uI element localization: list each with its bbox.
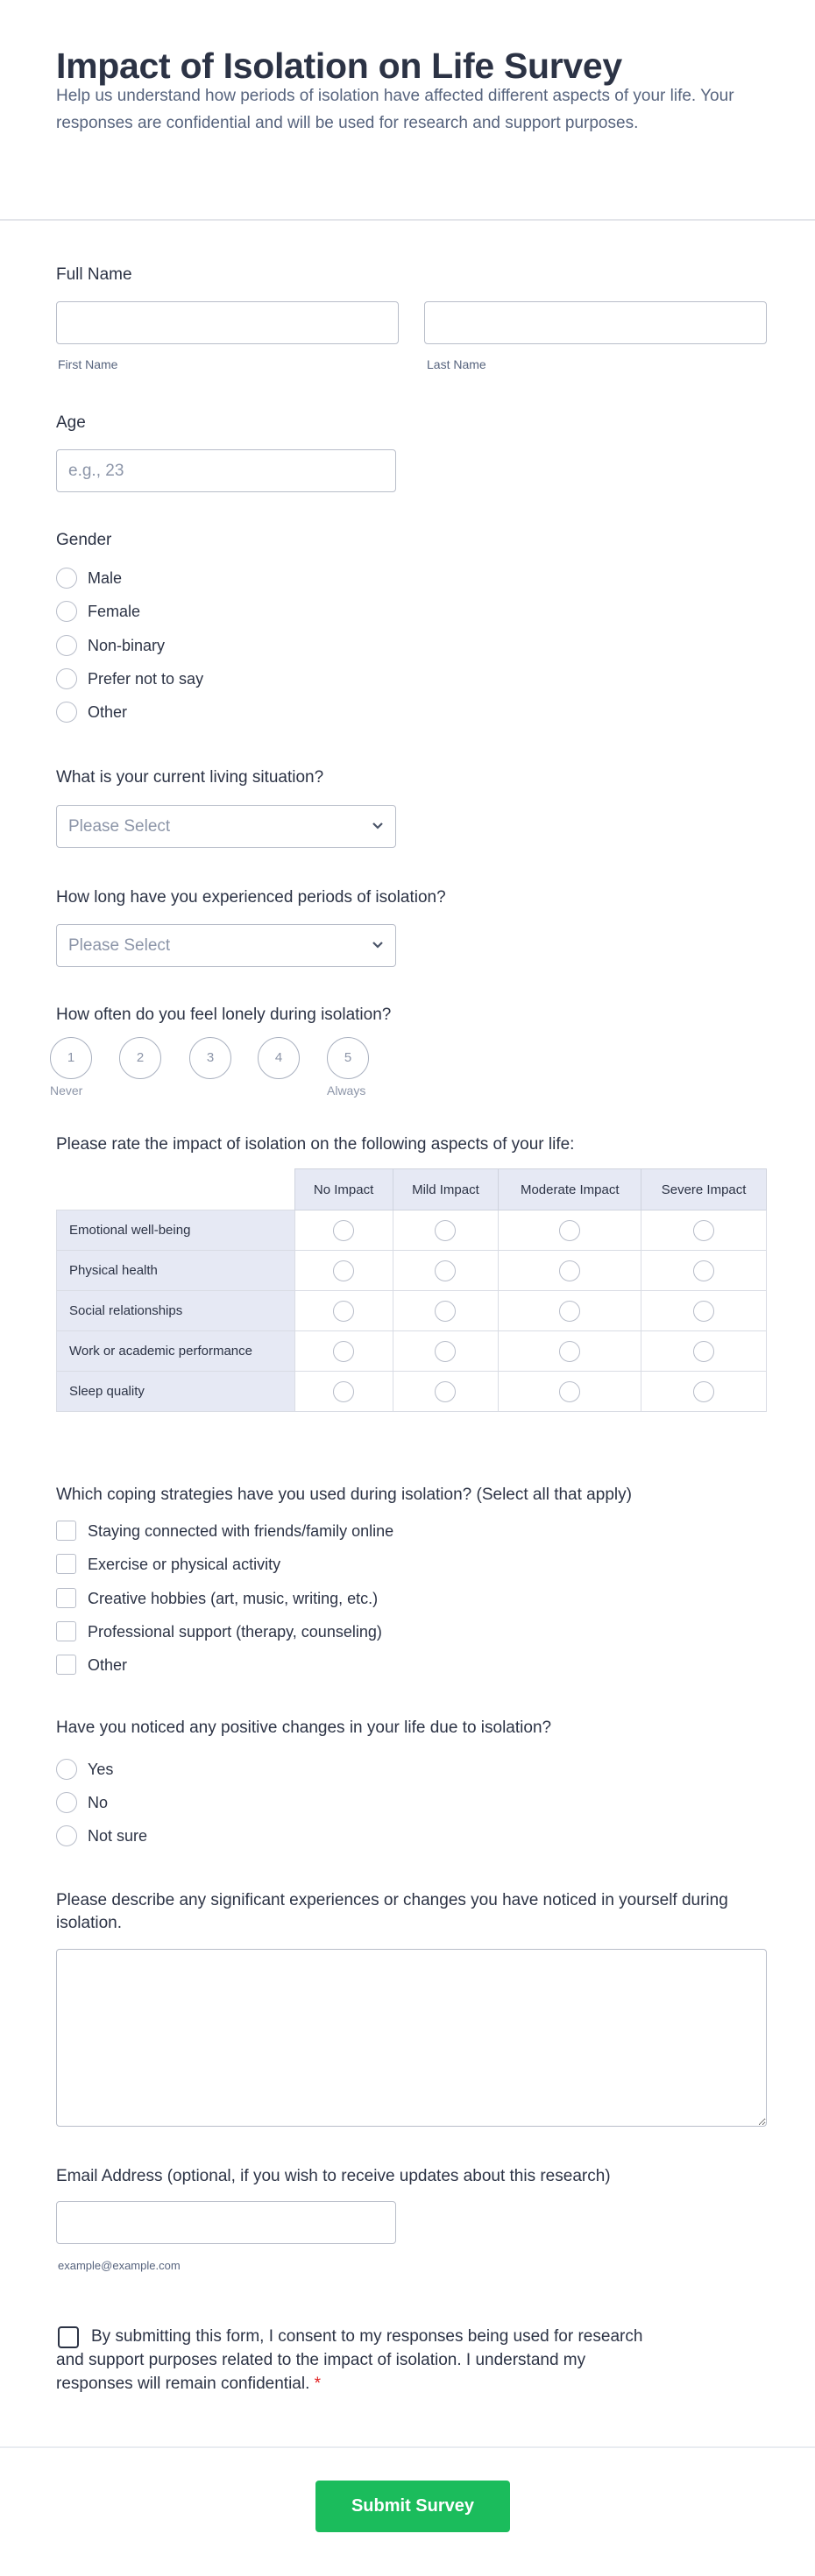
- scale-option-3[interactable]: 3: [189, 1037, 231, 1079]
- radio-button[interactable]: [56, 1792, 77, 1813]
- matrix-column-header: Moderate Impact: [499, 1169, 641, 1210]
- matrix-radio[interactable]: [693, 1220, 714, 1241]
- matrix-cell: [294, 1372, 393, 1412]
- chevron-down-icon: [369, 816, 386, 834]
- scale-max-label: Always: [327, 1083, 366, 1097]
- option-label: Prefer not to say: [88, 670, 204, 688]
- matrix-cell: [294, 1331, 393, 1372]
- age-placeholder: e.g., 23: [68, 462, 124, 480]
- checkbox[interactable]: [56, 1554, 76, 1574]
- option-label: Other: [88, 703, 128, 721]
- matrix-row-label: Physical health: [57, 1251, 295, 1291]
- option-label: Non-binary: [88, 637, 166, 654]
- matrix-cell: [641, 1372, 767, 1412]
- matrix-column-header: Severe Impact: [641, 1169, 767, 1210]
- radio-button[interactable]: [56, 1825, 77, 1846]
- email-label: Email Address (optional, if you wish to receive updates about this research): [56, 2167, 611, 2185]
- age-label: Age: [56, 413, 86, 432]
- consent-text-block: [56, 2325, 652, 2396]
- matrix-row: [57, 1372, 767, 1412]
- matrix-row-label: Work or academic performance: [57, 1331, 295, 1372]
- page-title: Impact of Isolation on Life Survey: [56, 46, 622, 86]
- isolation-duration-placeholder: Please Select: [68, 936, 171, 955]
- gender-label: Gender: [56, 531, 112, 549]
- radio-button[interactable]: [56, 668, 77, 689]
- email-input[interactable]: [56, 2201, 396, 2244]
- footer-divider: [0, 2446, 815, 2448]
- matrix-radio[interactable]: [435, 1301, 456, 1322]
- option-label: Male: [88, 569, 123, 587]
- matrix-column-header: No Impact: [294, 1169, 393, 1210]
- last-name-input[interactable]: [424, 301, 767, 344]
- radio-button[interactable]: [56, 568, 77, 589]
- matrix-cell: [294, 1210, 393, 1251]
- matrix-radio[interactable]: [559, 1301, 580, 1322]
- matrix-cell: [294, 1291, 393, 1331]
- matrix-label: Please rate the impact of isolation on the following aspects of your life:: [56, 1135, 575, 1154]
- option-label: No: [88, 1794, 109, 1811]
- checkbox[interactable]: [56, 1655, 76, 1675]
- matrix-column-header: Mild Impact: [393, 1169, 499, 1210]
- matrix-radio[interactable]: [559, 1260, 580, 1281]
- matrix-radio[interactable]: [435, 1381, 456, 1402]
- matrix-radio[interactable]: [559, 1220, 580, 1241]
- checkbox[interactable]: [56, 1521, 76, 1541]
- consent-text: By submitting this form, I consent to my responses being used for research and support purposes related to the impact of isolation. I understand my responses will remain confidential.: [56, 2327, 643, 2393]
- scale-option-1[interactable]: 1: [50, 1037, 92, 1079]
- option-label: Creative hobbies (art, music, writing, etc.): [88, 1590, 379, 1607]
- scale-option-4[interactable]: 4: [258, 1037, 300, 1079]
- matrix-row: [57, 1210, 767, 1251]
- matrix-row: [57, 1251, 767, 1291]
- matrix-radio[interactable]: [435, 1341, 456, 1362]
- required-mark: *: [314, 2375, 322, 2393]
- radio-button[interactable]: [56, 702, 77, 723]
- matrix-radio[interactable]: [435, 1260, 456, 1281]
- matrix-cell: [393, 1251, 499, 1291]
- scale-option-5[interactable]: 5: [327, 1037, 369, 1079]
- matrix-cell: [641, 1210, 767, 1251]
- matrix-row-label: Sleep quality: [57, 1372, 295, 1412]
- option-label: Female: [88, 603, 141, 620]
- matrix-radio[interactable]: [333, 1341, 354, 1362]
- matrix-radio[interactable]: [333, 1301, 354, 1322]
- scale-min-label: Never: [50, 1083, 83, 1097]
- matrix-radio[interactable]: [333, 1220, 354, 1241]
- submit-button[interactable]: Submit Survey: [315, 2481, 510, 2532]
- experiences-textarea[interactable]: [56, 1949, 767, 2127]
- matrix-radio[interactable]: [559, 1381, 580, 1402]
- matrix-cell: [641, 1251, 767, 1291]
- checkbox[interactable]: [56, 1588, 76, 1608]
- chevron-down-icon: [369, 935, 386, 953]
- living-situation-label: What is your current living situation?: [56, 768, 324, 787]
- matrix-radio[interactable]: [693, 1381, 714, 1402]
- first-name-input[interactable]: [56, 301, 399, 344]
- isolation-duration-select[interactable]: [56, 924, 396, 967]
- matrix-row: [57, 1331, 767, 1372]
- matrix-corner: [57, 1169, 295, 1210]
- isolation-duration-label: How long have you experienced periods of isolation?: [56, 888, 446, 907]
- header-divider: [0, 219, 815, 221]
- experiences-label: Please describe any significant experiences or changes you have noticed in yourself during isolation.: [56, 1891, 728, 1932]
- matrix-radio[interactable]: [333, 1381, 354, 1402]
- option-label: Staying connected with friends/family online: [88, 1522, 394, 1540]
- matrix-cell: [393, 1291, 499, 1331]
- checkbox[interactable]: [56, 1621, 76, 1641]
- radio-button[interactable]: [56, 635, 77, 656]
- email-sublabel: example@example.com: [58, 2259, 181, 2272]
- matrix-radio[interactable]: [693, 1301, 714, 1322]
- matrix-row-label: Social relationships: [57, 1291, 295, 1331]
- matrix-cell: [499, 1210, 641, 1251]
- option-label: Not sure: [88, 1827, 148, 1845]
- option-label: Exercise or physical activity: [88, 1556, 281, 1573]
- matrix-cell: [393, 1331, 499, 1372]
- matrix-cell: [499, 1372, 641, 1412]
- coping-label: Which coping strategies have you used during isolation? (Select all that apply): [56, 1486, 632, 1504]
- matrix-cell: [393, 1372, 499, 1412]
- full-name-label: Full Name: [56, 265, 132, 284]
- radio-button[interactable]: [56, 601, 77, 622]
- option-label: Other: [88, 1656, 128, 1674]
- matrix-cell: [641, 1291, 767, 1331]
- first-name-sublabel: First Name: [58, 357, 118, 371]
- matrix-radio[interactable]: [693, 1341, 714, 1362]
- living-situation-placeholder: Please Select: [68, 817, 171, 836]
- matrix-radio[interactable]: [693, 1260, 714, 1281]
- matrix-radio[interactable]: [333, 1260, 354, 1281]
- matrix-cell: [499, 1331, 641, 1372]
- impact-matrix: [56, 1168, 767, 1412]
- age-input[interactable]: [56, 449, 396, 492]
- option-label: Yes: [88, 1761, 114, 1778]
- matrix-cell: [499, 1291, 641, 1331]
- matrix-row: [57, 1291, 767, 1331]
- matrix-cell: [641, 1331, 767, 1372]
- matrix-cell: [393, 1210, 499, 1251]
- matrix-cell: [499, 1251, 641, 1291]
- page-description: Help us understand how periods of isolation have affected different aspects of your life. Your responses are confidential and will be used for research and support purposes.: [56, 87, 734, 132]
- positive-changes-label: Have you noticed any positive changes in your life due to isolation?: [56, 1719, 552, 1737]
- last-name-sublabel: Last Name: [427, 357, 486, 371]
- radio-button[interactable]: [56, 1759, 77, 1780]
- matrix-row-label: Emotional well-being: [57, 1210, 295, 1251]
- matrix-radio[interactable]: [435, 1220, 456, 1241]
- scale-option-2[interactable]: 2: [119, 1037, 161, 1079]
- option-label: Professional support (therapy, counseling): [88, 1623, 382, 1641]
- living-situation-select[interactable]: [56, 805, 396, 848]
- matrix-radio[interactable]: [559, 1341, 580, 1362]
- loneliness-label: How often do you feel lonely during isolation?: [56, 1006, 392, 1024]
- matrix-cell: [294, 1251, 393, 1291]
